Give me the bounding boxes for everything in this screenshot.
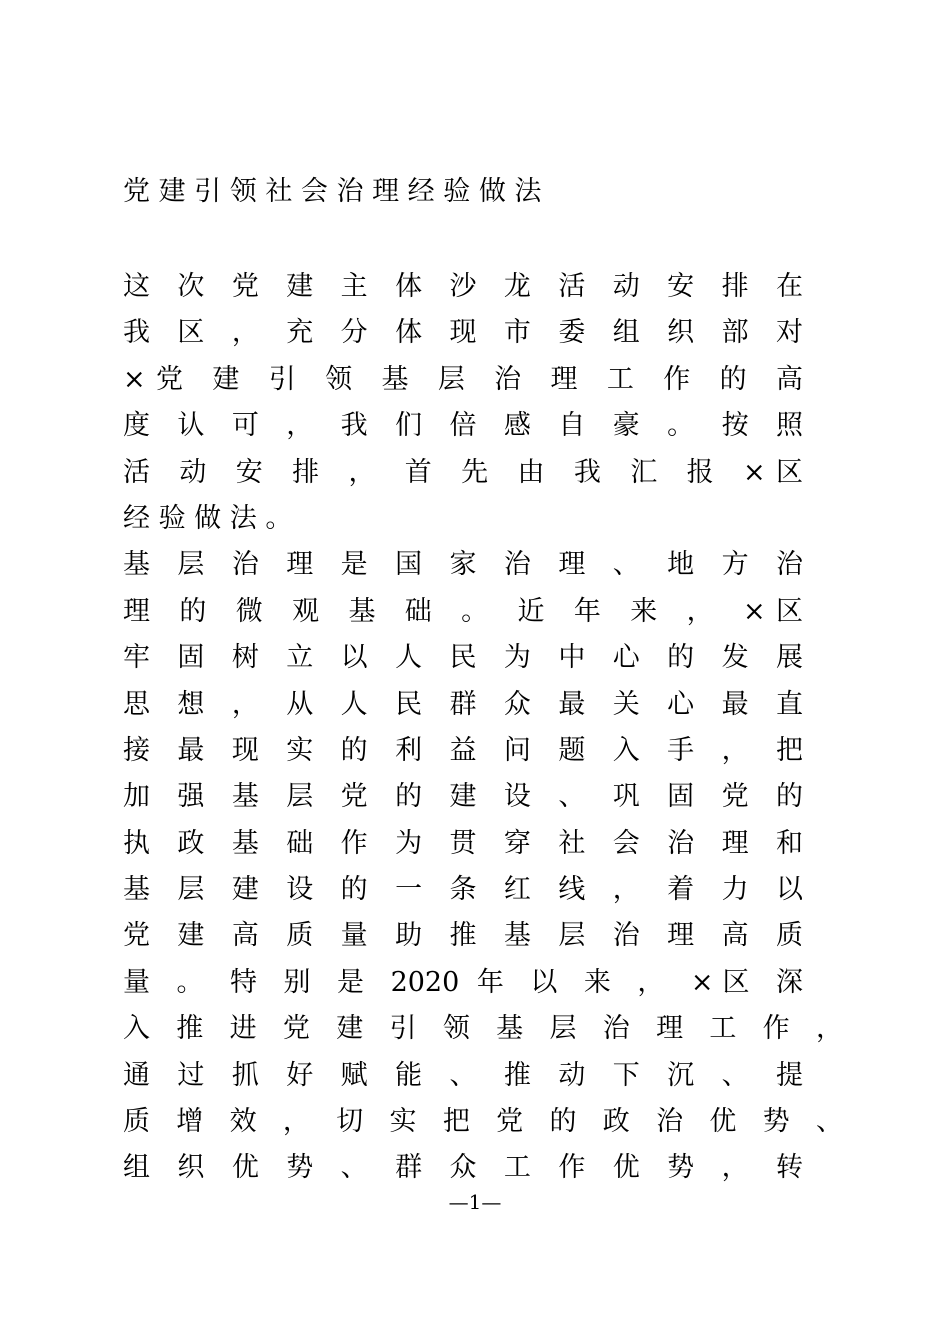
body-line: 我 区 ， 充 分 体 现 市 委 组 织 部 对	[123, 317, 803, 349]
page-number: —1—	[448, 1190, 502, 1214]
body-line: 接 最 现 实 的 利 益 问 题 入 手 ， 把	[123, 734, 803, 766]
body-line: ×党 建 引 领 基 层 治 理 工 作 的 高	[123, 363, 803, 395]
body-line: 通 过 抓 好 赋 能 、 推 动 下 沉 、 提	[123, 1059, 803, 1091]
document-title: 党 建 引 领 社 会 治 理 经 验 做 法	[123, 176, 542, 207]
body-line: 思 想 ， 从 人 民 群 众 最 关 心 最 直	[123, 688, 803, 720]
body-line: 经 验 做 法 。	[123, 502, 293, 534]
body-line: 组 织 优 势 、 群 众 工 作 优 势 ， 转	[123, 1152, 803, 1184]
body-line: 度 认 可 ， 我 们 倍 感 自 豪 。 按 照	[123, 410, 803, 442]
document-body	[123, 264, 843, 1192]
body-line: 量 。 特 别 是 2020 年 以 来 ， ×区 深	[123, 966, 803, 998]
body-line: 党 建 高 质 量 助 推 基 层 治 理 高 质	[123, 920, 803, 952]
body-line: 这 次 党 建 主 体 沙 龙 活 动 安 排 在	[123, 271, 803, 302]
body-line: 加 强 基 层 党 的 建 设 、 巩 固 党 的	[123, 781, 803, 813]
body-line: 活 动 安 排 ， 首 先 由 我 汇 报 ×区	[123, 456, 803, 488]
body-line: 牢 固 树 立 以 人 民 为 中 心 的 发 展	[123, 642, 803, 674]
body-line: 执 政 基 础 作 为 贯 穿 社 会 治 理 和	[123, 827, 803, 859]
body-line: 基 层 治 理 是 国 家 治 理 、 地 方 治	[123, 549, 803, 581]
body-line: 质 增 效 ， 切 实 把 党 的 政 治 优 势 、	[123, 1106, 843, 1138]
body-line: 理 的 微 观 基 础 。 近 年 来 ， ×区	[123, 595, 803, 627]
body-line: 入 推 进 党 建 引 领 基 层 治 理 工 作 ，	[123, 1013, 843, 1045]
body-line: 基 层 建 设 的 一 条 红 线 ， 着 力 以	[123, 874, 803, 906]
